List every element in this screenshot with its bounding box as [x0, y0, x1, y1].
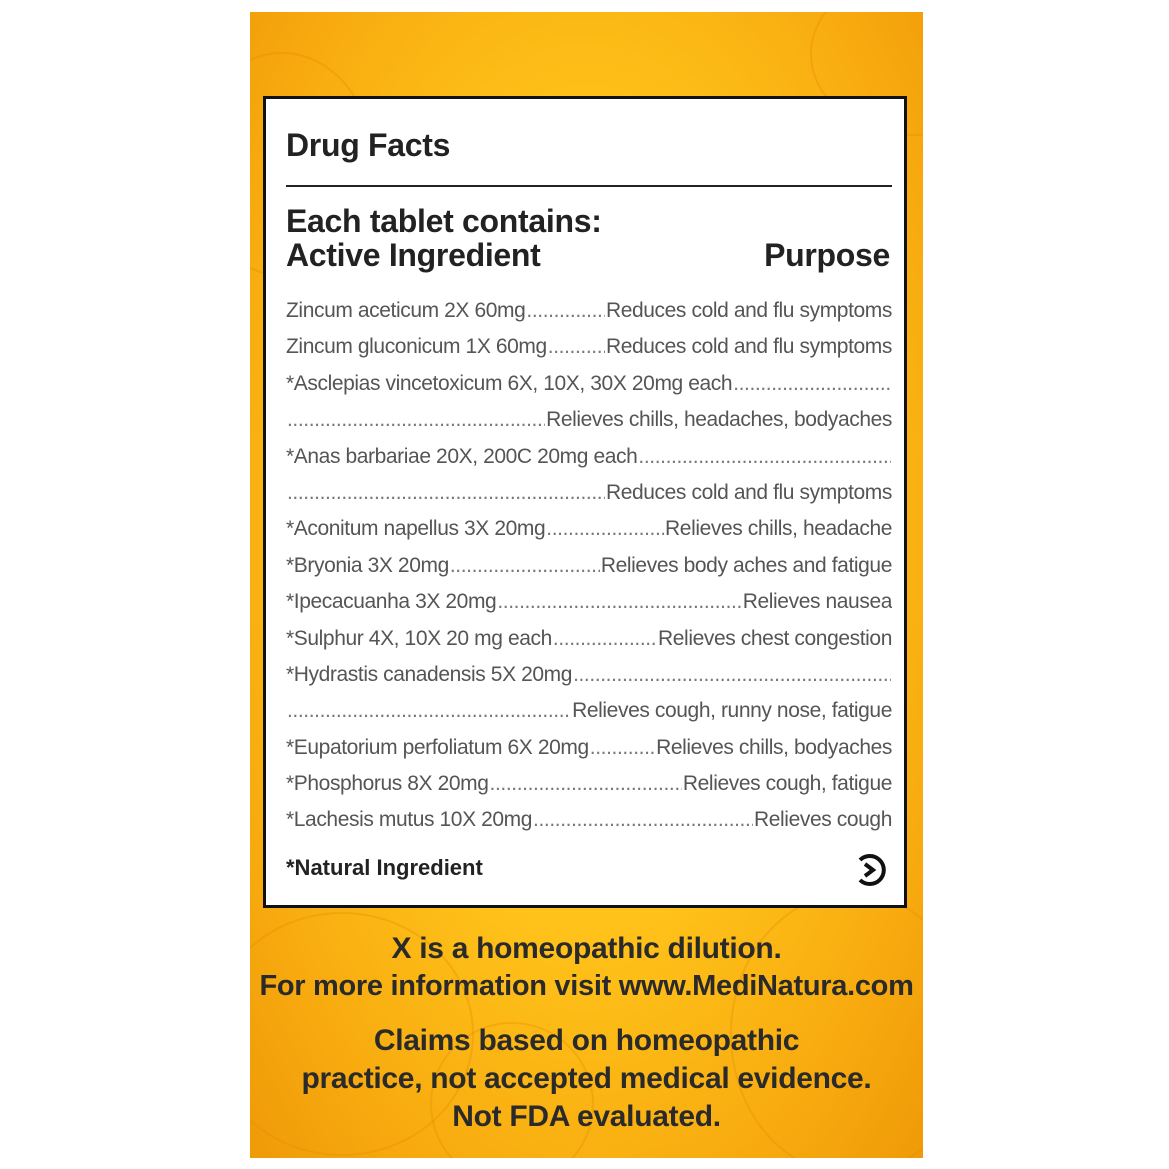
leader-dots: [590, 736, 655, 760]
ingredient-purpose: Relieves cough, runny nose, fatigue: [572, 699, 892, 723]
ingredient-name: *Phosphorus 8X 20mg: [286, 772, 489, 796]
each-tablet-heading: Each tablet contains:: [286, 203, 602, 239]
leader-dots: [533, 808, 753, 832]
continue-arrow-icon: [852, 851, 890, 889]
ingredient-purpose: Relieves nausea: [742, 590, 892, 614]
ingredient-row: [286, 808, 892, 844]
claims-line-2: practice, not accepted medical evidence.: [301, 1062, 872, 1095]
ingredient-purpose: Reduces cold and flu symptoms: [605, 480, 892, 504]
active-ingredient-header: Active Ingredient: [286, 237, 541, 273]
purpose-header: Purpose: [764, 237, 890, 273]
leader-dots: [287, 481, 605, 505]
leader-dots: [450, 554, 600, 578]
ingredient-row: [286, 590, 892, 626]
leader-dots: [497, 590, 741, 614]
leader-dots: [490, 772, 682, 796]
ingredient-name: Zincum aceticum 2X 60mg: [286, 299, 526, 322]
ingredient-purpose: Relieves chest congestion: [658, 626, 892, 650]
ingredient-row: [286, 554, 892, 590]
ingredient-name: *Anas barbariae 20X, 200C 20mg each: [286, 444, 638, 468]
leader-dots: [573, 663, 891, 687]
leader-dots: [287, 699, 571, 723]
ingredient-name: *Lachesis mutus 10X 20mg: [286, 808, 533, 832]
ingredient-name: *Ipecacuanha 3X 20mg: [286, 590, 497, 614]
ingredient-list: [286, 299, 892, 845]
ingredient-row: [286, 627, 892, 663]
ingredient-name: Zincum gluconicum 1X 60mg: [286, 335, 547, 359]
ingredient-purpose: Reduces cold and flu symptoms: [605, 335, 892, 359]
natural-ingredient-note: *Natural Ingredient: [286, 855, 483, 880]
ingredient-name: *Hydrastis canadensis 5X 20mg: [286, 662, 573, 686]
ingredient-purpose: Relieves cough, fatigue: [682, 772, 892, 796]
ingredient-purpose: Relieves chills, headaches, bodyaches: [546, 408, 892, 432]
leader-dots: [287, 408, 545, 432]
ingredient-row: [286, 445, 892, 481]
ingredient-purpose: Relieves cough: [754, 808, 892, 832]
ingredient-row: [286, 299, 892, 335]
leader-dots: [526, 299, 605, 323]
ingredient-purpose: Relieves body aches and fatigue: [600, 553, 892, 577]
drug-facts-title: Drug Facts: [286, 127, 451, 163]
claims-line-3: Not FDA evaluated.: [452, 1100, 721, 1133]
ingredient-row: [286, 736, 892, 772]
title-rule: [286, 185, 892, 187]
leader-dots: [553, 627, 657, 651]
leader-dots: [548, 335, 605, 359]
ingredient-row: [286, 699, 892, 735]
ingredient-row: [286, 772, 892, 808]
drug-facts-box: [263, 96, 907, 908]
ingredient-row: [286, 372, 892, 408]
ingredient-name: *Aconitum napellus 3X 20mg: [286, 517, 546, 541]
ingredient-row: [286, 517, 892, 553]
leader-dots: [638, 445, 891, 469]
ingredient-purpose: Relieves chills, headache: [665, 517, 892, 541]
ingredient-name: *Sulphur 4X, 10X 20 mg each: [286, 626, 552, 650]
ingredient-name: *Asclepias vincetoxicum 6X, 10X, 30X 20mg each: [286, 371, 733, 395]
ingredient-name: *Bryonia 3X 20mg: [286, 553, 449, 577]
leader-dots: [733, 372, 891, 396]
leader-dots: [546, 517, 664, 541]
dilution-note: X is a homeopathic dilution.: [391, 932, 782, 965]
ingredient-name: *Eupatorium perfoliatum 6X 20mg: [286, 735, 589, 759]
ingredient-purpose: Reduces cold and flu symptoms: [605, 299, 892, 322]
more-info-note: For more information visit www.MediNatura.com: [259, 970, 914, 1002]
ingredient-row: [286, 663, 892, 699]
claims-line-1: Claims based on homeopathic: [373, 1024, 800, 1057]
ingredient-row: [286, 408, 892, 444]
ingredient-row: [286, 335, 892, 371]
ingredient-purpose: Relieves chills, bodyaches: [656, 735, 892, 759]
ingredient-row: [286, 481, 892, 517]
